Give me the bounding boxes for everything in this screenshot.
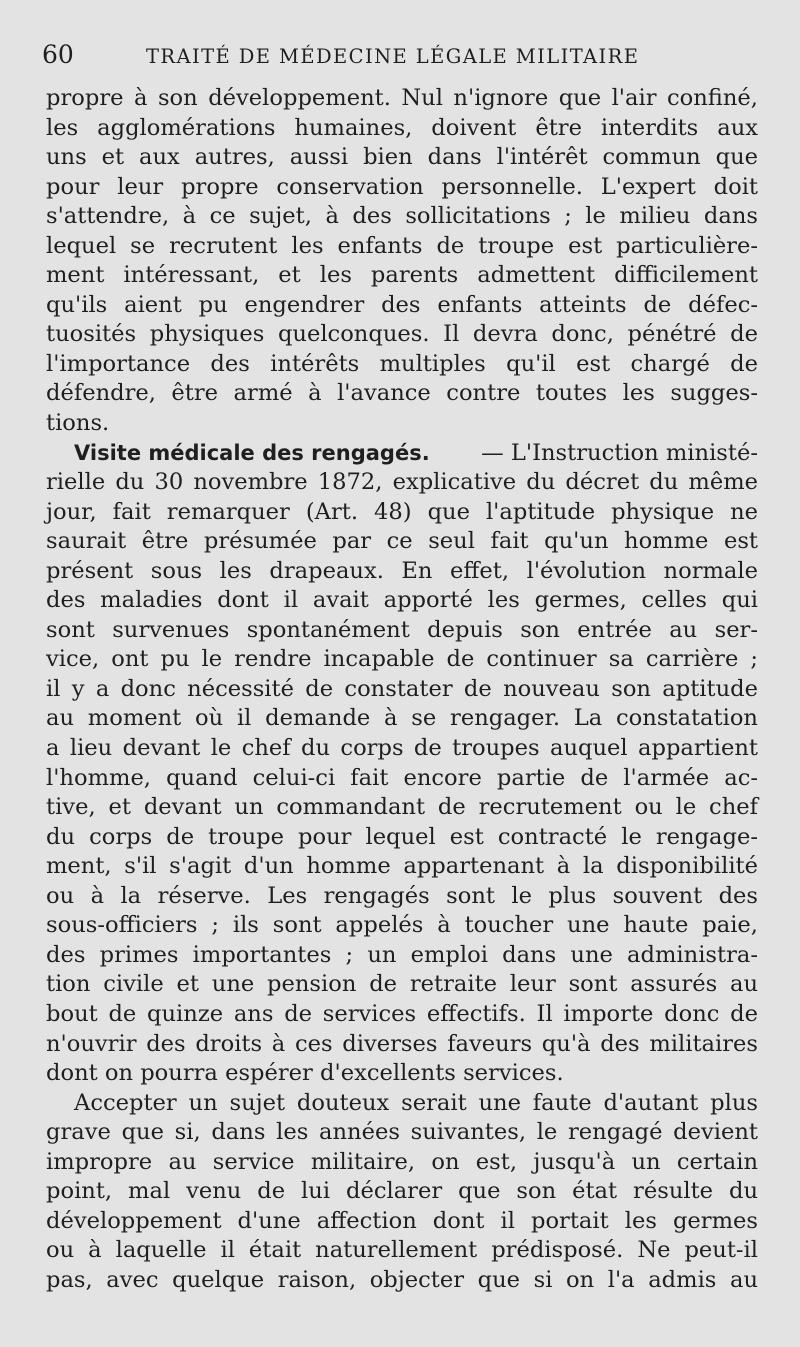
text-line: point, mal venu de lui déclarer que son état résulte du	[46, 1178, 758, 1205]
text-line: ment intéressant, et les parents admettent difficilement	[46, 262, 758, 289]
text-line: au moment où il demande à se rengager. La constatation	[46, 705, 758, 732]
text-line: sont survenues spontanément depuis son entrée au ser-	[46, 616, 758, 643]
text-line: pas, avec quelque raison, objecter que si on l'a admis au	[46, 1266, 758, 1293]
text-line: ou à la réserve. Les rengagés sont le plus souvent des	[46, 882, 758, 909]
page-number: 60	[42, 40, 74, 69]
text-line: qu'ils aient pu engendrer des enfants atteints de défec-	[46, 291, 758, 318]
text-line: Accepter un sujet douteux serait une faute d'autant plus	[74, 1089, 758, 1116]
section-heading: Visite médicale des rengagés.	[74, 440, 430, 465]
text-line: ou à laquelle il était naturellement prédisposé. Ne peut-il	[46, 1237, 758, 1264]
text-line: vice, ont pu le rendre incapable de continuer sa carrière ;	[46, 646, 758, 673]
text-line: tuosités physiques quelconques. Il devra donc, pénétré de	[46, 321, 758, 348]
text-line: bout de quinze ans de services effectifs. Il importe donc de	[46, 1000, 758, 1027]
text-line: grave que si, dans les années suivantes, le rengagé devient	[46, 1119, 758, 1146]
section-first-line	[46, 439, 758, 469]
text-line: tive, et devant un commandant de recrutement ou le chef	[46, 794, 758, 821]
text-line: l'homme, quand celui-ci fait encore partie de l'armée ac-	[46, 764, 758, 791]
text-line: lequel se recrutent les enfants de troupe est particulière-	[46, 232, 758, 259]
text-line: ment, s'il s'agit d'un homme appartenant à la disponibilité	[46, 853, 758, 880]
text-line: sous-officiers ; ils sont appelés à toucher une haute paie,	[46, 912, 758, 939]
text-line: dont on pourra espérer d'excellents services.	[46, 1060, 564, 1087]
section-first-line-text: — L'Instruction ministé-	[481, 439, 758, 466]
text-line: des primes importantes ; un emploi dans une administra-	[46, 941, 758, 968]
running-head	[42, 38, 760, 72]
text-line: les agglomérations humaines, doivent être interdits aux	[46, 114, 758, 141]
text-line: n'ouvrir des droits à ces diverses faveurs qu'à des militaires	[46, 1030, 758, 1057]
text-line: pour leur propre conservation personnelle. L'expert doit	[46, 173, 758, 200]
text-line: s'attendre, à ce sujet, à des sollicitations ; le milieu dans	[46, 203, 758, 230]
text-line: tions.	[46, 410, 110, 437]
text-line: impropre au service militaire, on est, jusqu'à un certain	[46, 1148, 758, 1175]
text-line: uns et aux autres, aussi bien dans l'intérêt commun que	[46, 144, 758, 171]
text-line: rielle du 30 novembre 1872, explicative du décret du même	[46, 469, 758, 496]
text-line: du corps de troupe pour lequel est contracté le rengage-	[46, 823, 758, 850]
text-line: saurait être présumée par ce seul fait qu'un homme est	[46, 528, 758, 555]
text-line: présent sous les drapeaux. En effet, l'évolution normale	[46, 557, 758, 584]
text-line: il y a donc nécessité de constater de nouveau son aptitude	[46, 675, 758, 702]
text-line: jour, fait remarquer (Art. 48) que l'aptitude physique ne	[46, 498, 758, 525]
text-line: des maladies dont il avait apporté les germes, celles qui	[46, 587, 758, 614]
text-line: tion civile et une pension de retraite leur sont assurés au	[46, 971, 758, 998]
text-line: défendre, être armé à l'avance contre toutes les sugges-	[46, 380, 758, 407]
running-title: TRAITÉ DE MÉDECINE LÉGALE MILITAIRE	[146, 45, 640, 68]
text-line: l'importance des intérêts multiples qu'il est chargé de	[46, 350, 758, 377]
text-line: a lieu devant le chef du corps de troupes auquel appartient	[46, 735, 758, 762]
text-line: propre à son développement. Nul n'ignore que l'air confiné,	[46, 85, 758, 111]
text-line: développement d'une affection dont il portait les germes	[46, 1207, 758, 1234]
body-text	[46, 84, 758, 1295]
